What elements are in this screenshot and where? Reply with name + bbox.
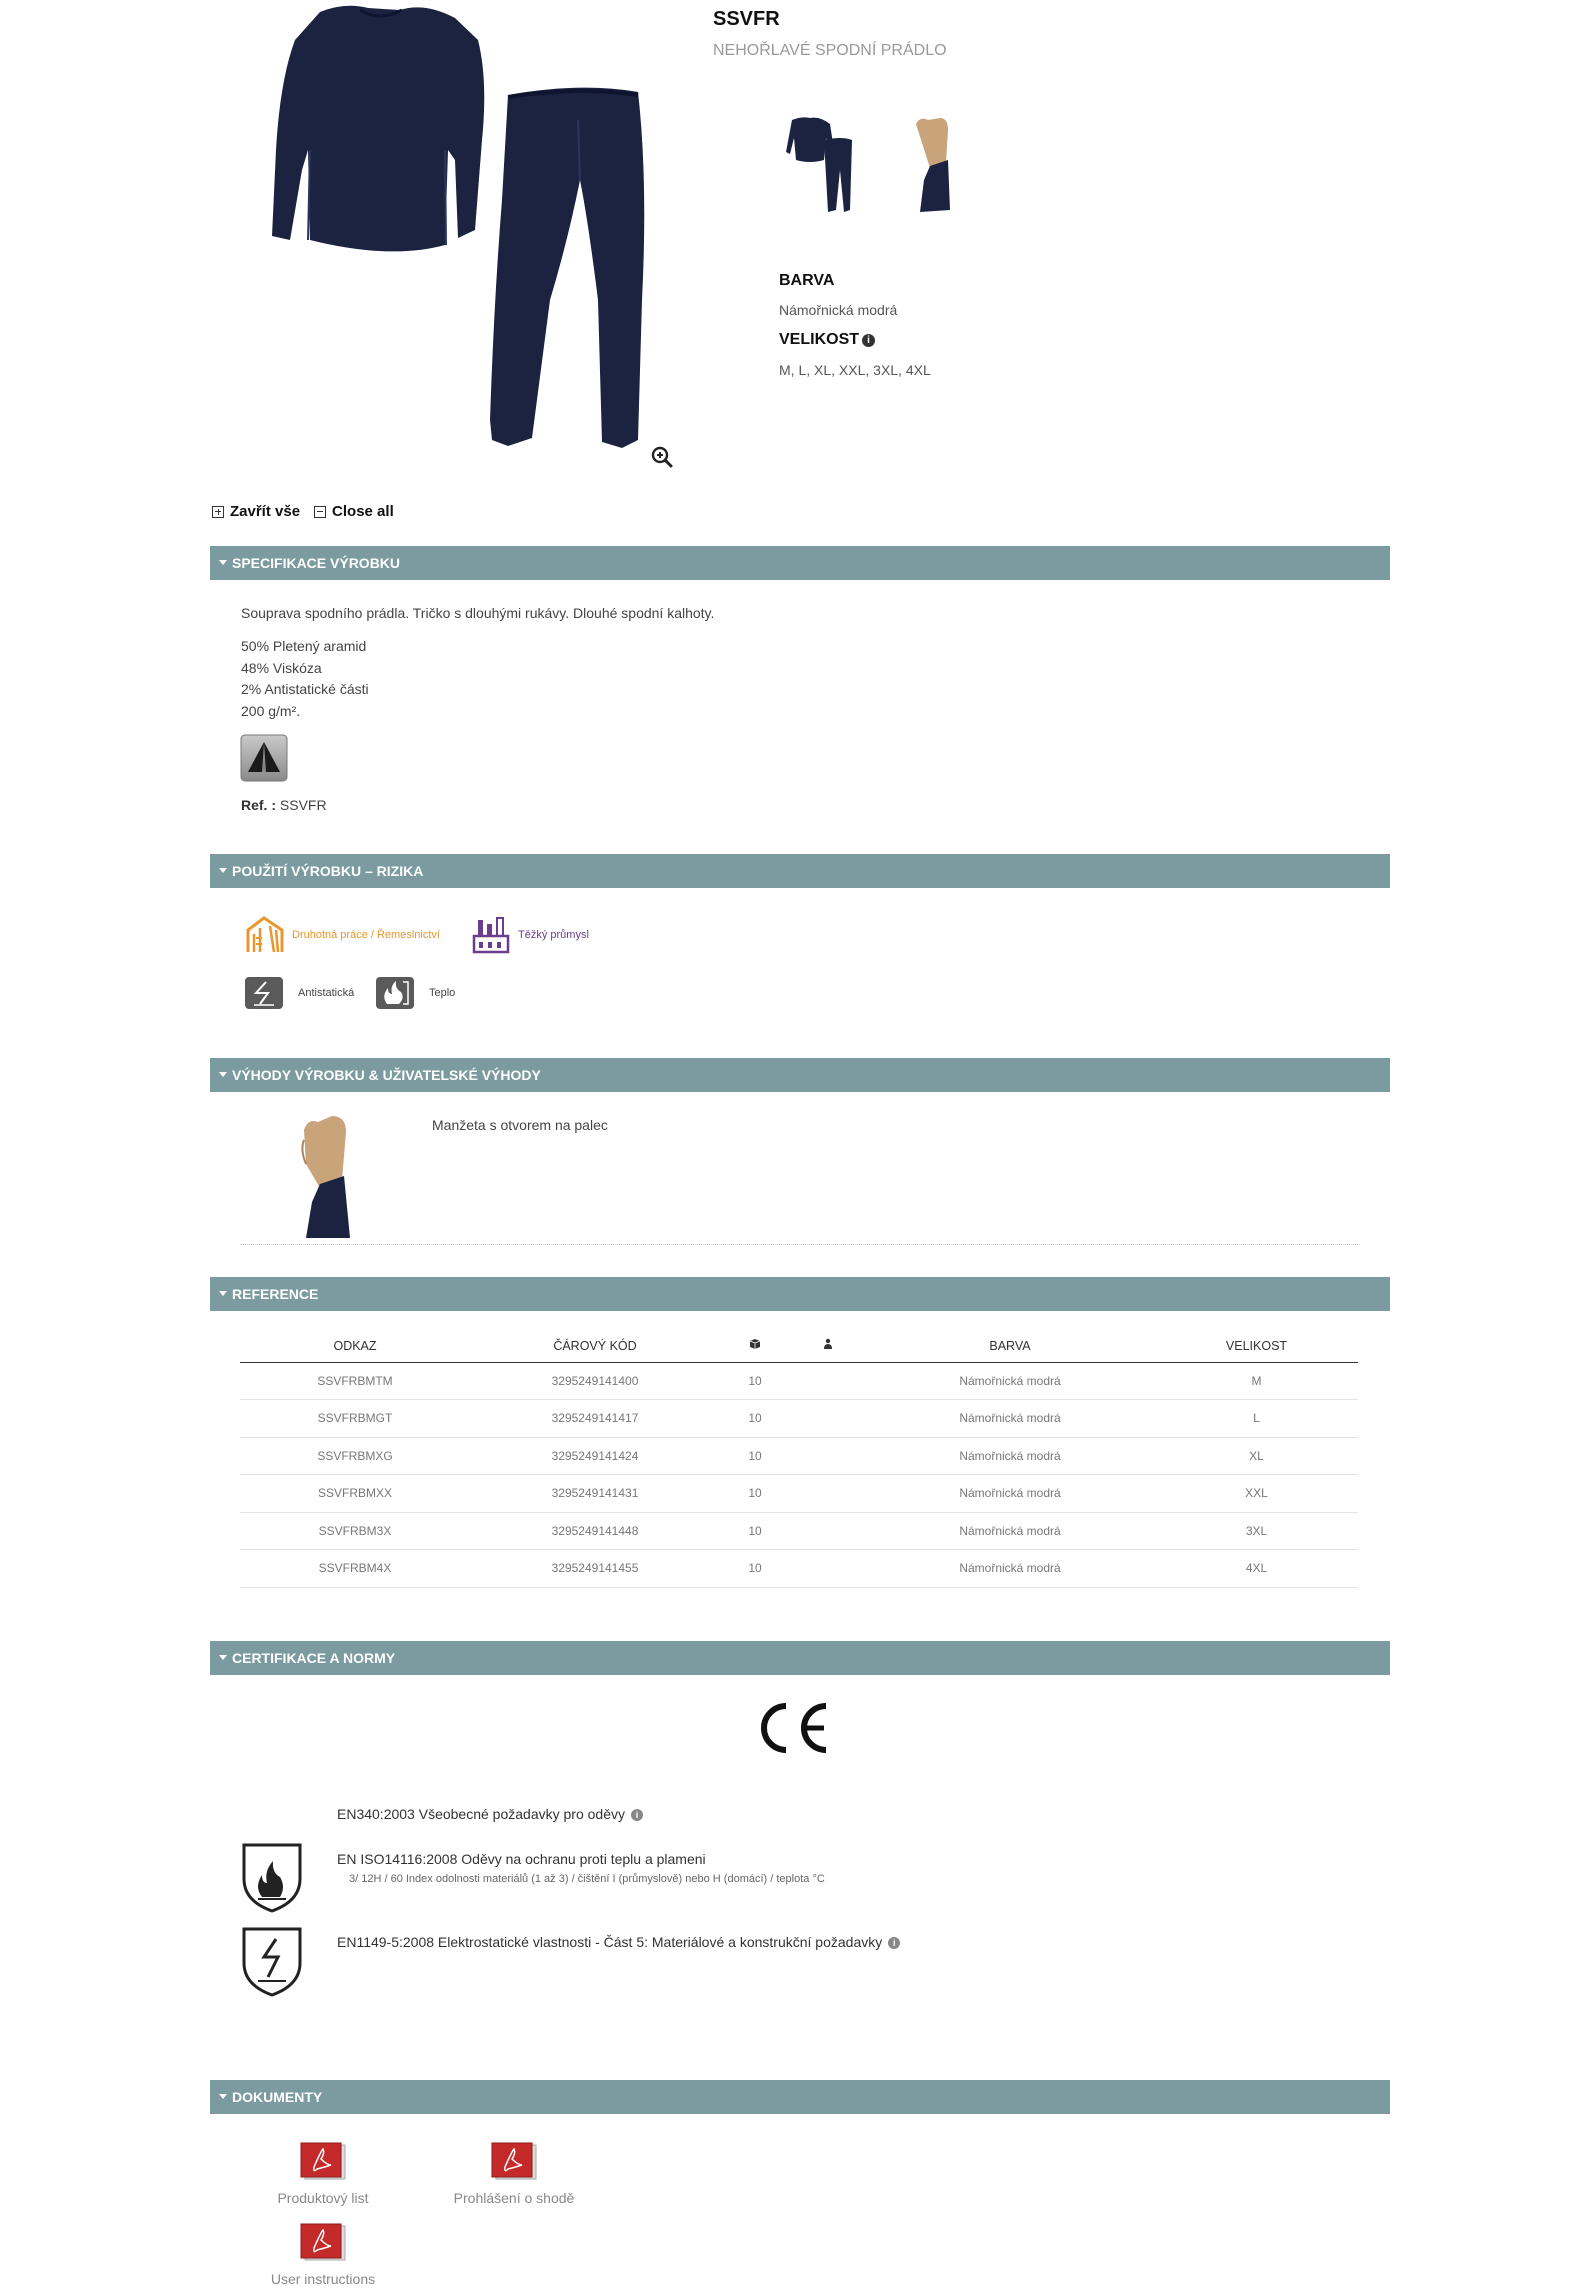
cell-box-qty: 10 — [720, 1550, 790, 1588]
pdf-icon — [299, 2222, 347, 2264]
reference-table — [240, 1330, 1358, 1588]
cell-color: Námořnická modrá — [865, 1475, 1155, 1513]
cell-box-qty: 10 — [720, 1400, 790, 1438]
cell-person — [790, 1550, 865, 1588]
table-row — [240, 1475, 1358, 1513]
heat-icon — [375, 976, 415, 1010]
cell-barcode: 3295249141417 — [470, 1400, 720, 1438]
column-header-odkaz: ODKAZ — [240, 1330, 470, 1362]
flame-shield-icon — [240, 1841, 304, 1913]
cell-box-qty: 10 — [720, 1475, 790, 1513]
cell-person — [790, 1400, 865, 1438]
size-label — [779, 331, 875, 349]
norm-title: EN1149-5:2008 Elektrostatické vlastnosti - Část 5: Materiálové a konstrukční požadavky — [337, 1934, 883, 1950]
norm-en-iso14116: EN ISO14116:2008 Oděvy na ochranu proti teplu a plameni — [337, 1851, 706, 1867]
open-all-label: Zavřít vše — [230, 503, 301, 520]
reference-label: Ref. : — [241, 797, 276, 813]
norm-info-icon[interactable]: i — [631, 1809, 643, 1821]
risk-label: Teplo — [429, 987, 456, 999]
cell-ref: SSVFRBM4X — [240, 1550, 470, 1588]
document-label: Prohlášení o shodě — [453, 2190, 575, 2206]
cell-ref: SSVFRBMXX — [240, 1475, 470, 1513]
table-row — [240, 1512, 1358, 1550]
norm-en1149-5 — [337, 1934, 900, 1950]
composition-item: 50% Pletený aramid — [241, 638, 367, 654]
person-icon — [823, 1338, 833, 1350]
cell-barcode: 3295249141424 — [470, 1437, 720, 1475]
column-header-color: BARVA — [865, 1330, 1155, 1362]
size-info-icon[interactable]: i — [862, 334, 875, 347]
pdf-icon — [490, 2141, 538, 2183]
cell-size: XL — [1155, 1437, 1358, 1475]
ce-mark-icon — [754, 1700, 830, 1756]
cell-color: Námořnická modrá — [865, 1512, 1155, 1550]
size-label-text: VELIKOST — [779, 331, 860, 348]
cell-box-qty: 10 — [720, 1362, 790, 1400]
close-all-label: Close all — [332, 503, 394, 520]
section-header-usage-risks[interactable]: POUŽITÍ VÝROBKU – RIZIKA — [210, 854, 1390, 888]
document-label: User instructions — [270, 2271, 376, 2287]
cell-size: XXL — [1155, 1475, 1358, 1513]
cell-person — [790, 1512, 865, 1550]
cell-ref: SSVFRBM3X — [240, 1512, 470, 1550]
document-label: Produktový list — [277, 2190, 369, 2206]
product-description: Souprava spodního prádla. Tričko s dlouhými rukávy. Dlouhé spodní kalhoty. — [241, 605, 715, 621]
thumbnail-underwear-set[interactable] — [780, 110, 870, 220]
norm-en-iso14116-detail: 3/ 12H / 60 Index odolnosti materiálů (1 až 3) / čištění I (průmyslově) nebo H (domácí) / teplota °C — [349, 1873, 825, 1885]
composition-list — [241, 636, 369, 722]
norm-en340 — [337, 1806, 643, 1822]
antistatic-icon — [244, 976, 284, 1010]
risk-antistatic — [244, 976, 354, 1010]
table-row — [240, 1550, 1358, 1588]
document-declaration-conformity[interactable] — [434, 2141, 594, 2206]
benefit-divider — [240, 1244, 1360, 1245]
cell-barcode: 3295249141455 — [470, 1550, 720, 1588]
cell-box-qty: 10 — [720, 1512, 790, 1550]
size-value: M, L, XL, XXL, 3XL, 4XL — [779, 362, 931, 378]
cell-barcode: 3295249141400 — [470, 1362, 720, 1400]
section-header-specification[interactable]: SPECIFIKACE VÝROBKU — [210, 546, 1390, 580]
deltaplus-logo-icon — [240, 734, 288, 782]
section-header-reference[interactable]: REFERENCE — [210, 1277, 1390, 1311]
section-header-documents[interactable]: DOKUMENTY — [210, 2080, 1390, 2114]
norm-title: EN340:2003 Všeobecné požadavky pro oděvy — [337, 1806, 625, 1822]
pdf-icon — [299, 2141, 347, 2183]
reference-line — [241, 797, 327, 813]
table-header-row — [240, 1330, 1358, 1362]
section-header-benefits[interactable]: VÝHODY VÝROBKU & UŽIVATELSKÉ VÝHODY — [210, 1058, 1390, 1092]
table-row — [240, 1362, 1358, 1400]
sector-label: Druhotná práce / Řemeslnictví — [292, 929, 440, 941]
plus-square-icon — [212, 506, 224, 518]
color-value: Námořnická modrá — [779, 302, 898, 318]
zoom-icon[interactable] — [650, 445, 674, 469]
section-header-certification[interactable]: CERTIFIKACE A NORMY — [210, 1641, 1390, 1675]
cell-person — [790, 1362, 865, 1400]
box-icon — [749, 1338, 761, 1350]
sector-heavy-industry — [470, 914, 589, 956]
cell-size: M — [1155, 1362, 1358, 1400]
cell-color: Námořnická modrá — [865, 1362, 1155, 1400]
craftsman-icon — [244, 914, 286, 956]
cell-size: 4XL — [1155, 1550, 1358, 1588]
expand-collapse-controls — [212, 503, 402, 520]
cell-color: Námořnická modrá — [865, 1550, 1155, 1588]
cell-size: L — [1155, 1400, 1358, 1438]
norm-info-icon[interactable]: i — [888, 1937, 900, 1949]
cell-box-qty: 10 — [720, 1437, 790, 1475]
cell-ref: SSVFRBMGT — [240, 1400, 470, 1438]
risk-label: Antistatická — [298, 987, 355, 999]
risk-heat — [375, 976, 455, 1010]
table-row — [240, 1437, 1358, 1475]
color-label: BARVA — [779, 272, 835, 289]
thumbnail-thumb-cuff[interactable] — [890, 110, 980, 220]
document-user-instructions[interactable] — [243, 2222, 403, 2287]
column-header-size: VELIKOST — [1155, 1330, 1358, 1362]
heavy-industry-icon — [470, 914, 512, 956]
composition-item: 200 g/m². — [241, 702, 301, 719]
composition-item: 2% Antistatické části — [241, 681, 369, 697]
cell-person — [790, 1437, 865, 1475]
reference-value: SSVFR — [279, 797, 327, 813]
sector-craftsman — [244, 914, 440, 956]
benefit-item-text: Manžeta s otvorem na palec — [432, 1117, 608, 1133]
column-header-box — [720, 1330, 790, 1362]
cell-ref: SSVFRBMTM — [240, 1362, 470, 1400]
product-name-subtitle: NEHOŘLAVÉ SPODNÍ PRÁDLO — [713, 42, 947, 59]
cell-ref: SSVFRBMXG — [240, 1437, 470, 1475]
open-all-toggle[interactable] — [212, 503, 300, 520]
table-row — [240, 1400, 1358, 1438]
column-header-barcode: ČÁROVÝ KÓD — [470, 1330, 720, 1362]
cell-barcode: 3295249141448 — [470, 1512, 720, 1550]
product-code-title: SSVFR — [713, 8, 780, 30]
cell-color: Námořnická modrá — [865, 1437, 1155, 1475]
product-main-image[interactable] — [250, 0, 690, 490]
minus-square-icon — [314, 506, 326, 518]
composition-item: 48% Viskóza — [241, 659, 322, 676]
sector-label: Těžký průmysl — [518, 929, 589, 941]
column-header-person — [790, 1330, 865, 1362]
antistatic-shield-icon — [240, 1925, 304, 1997]
cell-barcode: 3295249141431 — [470, 1475, 720, 1513]
cell-person — [790, 1475, 865, 1513]
cell-size: 3XL — [1155, 1512, 1358, 1550]
close-all-toggle[interactable] — [314, 503, 394, 520]
cell-color: Námořnická modrá — [865, 1400, 1155, 1438]
document-product-sheet[interactable] — [243, 2141, 403, 2206]
thumb-cuff-image — [290, 1110, 360, 1240]
